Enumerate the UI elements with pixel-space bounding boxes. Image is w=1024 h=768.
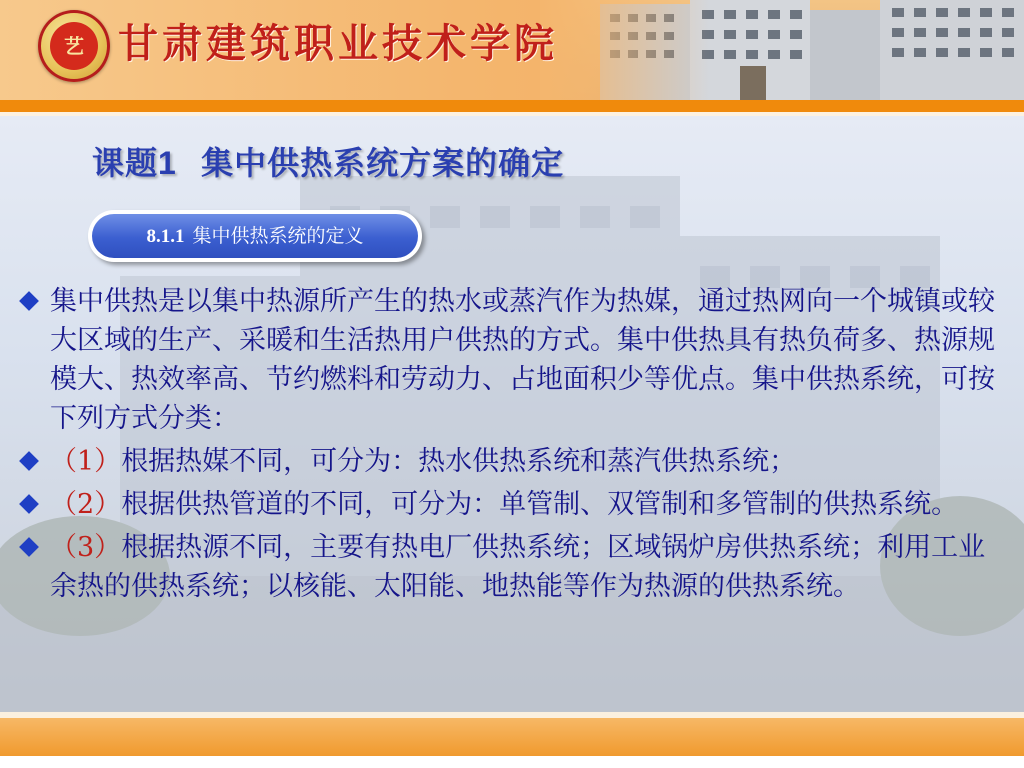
header-banner xyxy=(0,0,1024,112)
title-text: 集中供热系统方案的确定 xyxy=(201,144,565,182)
bullet-item-3 xyxy=(16,528,1012,606)
section-pill-inner xyxy=(92,214,418,258)
diamond-bullet-icon xyxy=(19,451,39,471)
section-number: 8.1.1 xyxy=(146,226,185,247)
title-number: 1 xyxy=(158,145,177,181)
footer-bar xyxy=(0,718,1024,756)
bullet-text: 集中供热是以集中热源所产生的热水或蒸汽作为热媒，通过热网向一个城镇或较大区域的生产、采暖和生活热用户供热的方式。集中供热具有热负荷多、热源规模大、热效率高、节约燃料和劳动力、占地面积少等优点。集中供热系统，可按下列方式分类： xyxy=(50,286,995,434)
bullet-text: 根据热源不同，主要有热电厂供热系统；区域锅炉房供热系统；利用工业余热的供热系统；以核能、太阳能、地热能等作为热源的供热系统。 xyxy=(50,532,986,602)
bullet-text: 根据热媒不同，可分为：热水供热系统和蒸汽供热系统； xyxy=(121,446,797,477)
footer-bottom-strip xyxy=(0,756,1024,768)
bullet-item-definition xyxy=(16,282,1012,438)
bullet-prefix: （3） xyxy=(50,532,122,563)
diamond-bullet-icon xyxy=(19,494,39,514)
section-label: 集中供热系统的定义 xyxy=(192,225,364,247)
section-pill xyxy=(88,210,422,262)
bullet-item-2 xyxy=(16,485,1012,524)
slide-title xyxy=(92,138,564,184)
bullet-prefix: （1） xyxy=(50,446,122,477)
diamond-bullet-icon xyxy=(19,291,39,311)
header-divider-line xyxy=(0,100,1024,112)
diamond-bullet-icon xyxy=(19,537,39,557)
bullet-item-1 xyxy=(16,442,1012,481)
college-name: 甘肃建筑职业技术学院 xyxy=(118,20,558,67)
bullet-list xyxy=(16,282,1012,606)
logo-emblem: 艺 xyxy=(50,22,98,70)
bullet-prefix: （2） xyxy=(50,489,122,520)
campus-building-photo xyxy=(540,0,1024,112)
college-logo xyxy=(38,10,110,82)
bullet-text: 根据供热管道的不同，可分为：单管制、双管制和多管制的供热系统。 xyxy=(121,489,959,520)
title-prefix: 课题 xyxy=(92,144,159,182)
